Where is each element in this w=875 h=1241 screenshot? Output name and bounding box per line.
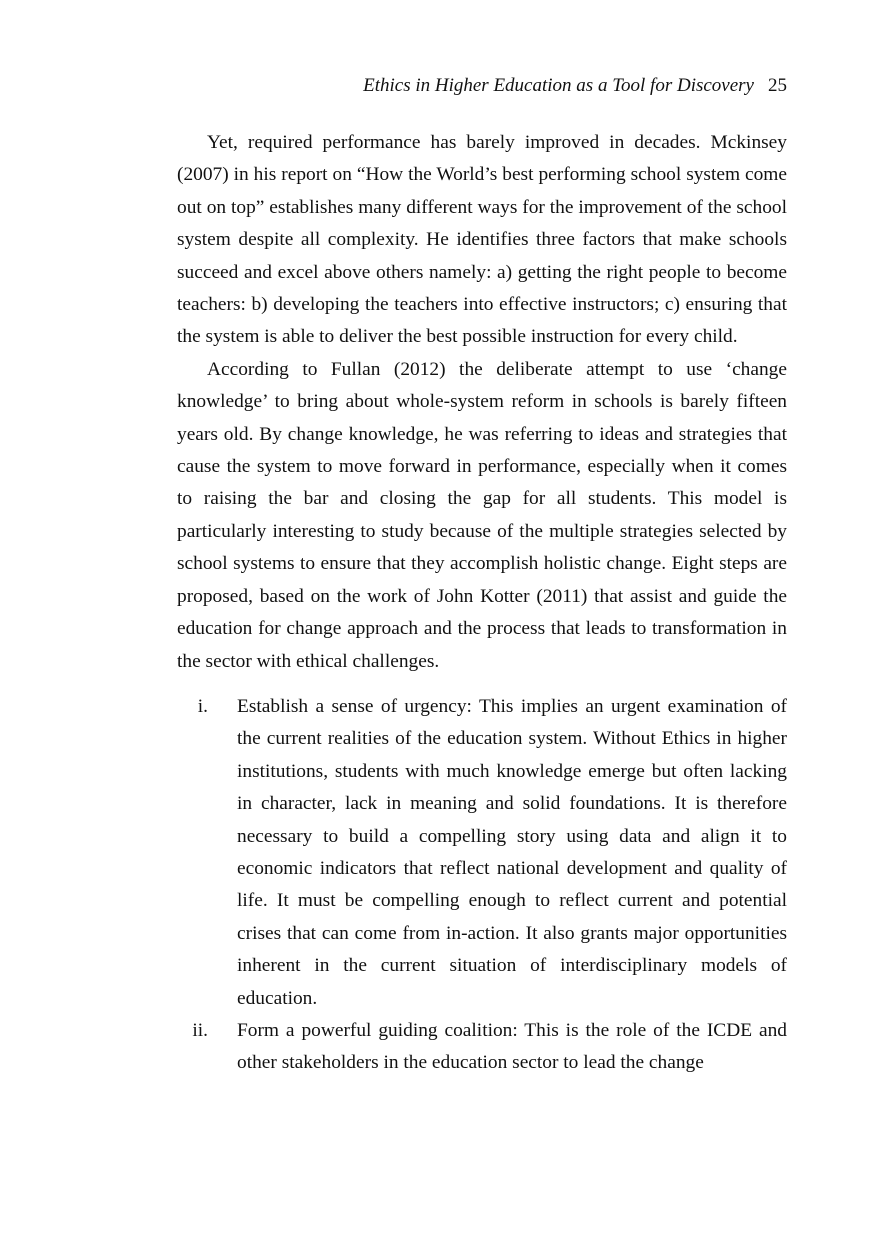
- list-marker: i.: [197, 695, 208, 717]
- list-item: [177, 1015, 787, 1080]
- list-marker: ii.: [192, 1019, 208, 1041]
- page-number: 25: [768, 75, 787, 96]
- running-title: Ethics in Higher Education as a Tool for Discovery: [363, 75, 754, 96]
- list-item: [177, 691, 787, 1015]
- list-item-text: Form a powerful guiding coalition: This is the role of the ICDE and other stakeholders in the education sector to lead the change: [237, 1019, 787, 1074]
- paragraph: Yet, required performance has barely improved in decades. Mckinsey (2007) in his report on “How the World’s best performing school system come out on top” establishes many different ways for the improvement of the school system despite all complexity. He identifies three factors that make schools succeed and excel above others namely: a) getting the right people to become teachers: b) developing the teachers into effective instructors; c) ensuring that the system is able to deliver the best possible instruction for every child.: [177, 132, 787, 348]
- list-item-text: Establish a sense of urgency: This implies an urgent examination of the current realities of the education system. Without Ethics in higher institutions, students with much knowledge emerge but often lacking in character, lack in meaning and solid foundations. It is therefore necessary to build a compelling story using data and align it to economic indicators that reflect national development and quality of life. It must be compelling enough to reflect current and potential crises that can come from in-action. It also grants major opportunities inherent in the current situation of interdisciplinary models of education.: [237, 695, 787, 1009]
- running-header: [177, 74, 787, 98]
- numbered-list: [177, 691, 787, 1080]
- body-text: [177, 127, 787, 1080]
- paragraph: According to Fullan (2012) the deliberate attempt to use ‘change knowledge’ to bring about whole-system reform in schools is barely fifteen years old. By change knowledge, he was referring to ideas and strategies that cause the system to move forward in performance, especially when it comes to raising the bar and closing the gap for all students. This model is particularly interesting to study because of the multiple strategies selected by school systems to ensure that they accomplish holistic change. Eight steps are proposed, based on the work of John Kotter (2011) that assist and guide the education for change approach and the process that leads to transformation in the sector with ethical challenges.: [177, 358, 787, 672]
